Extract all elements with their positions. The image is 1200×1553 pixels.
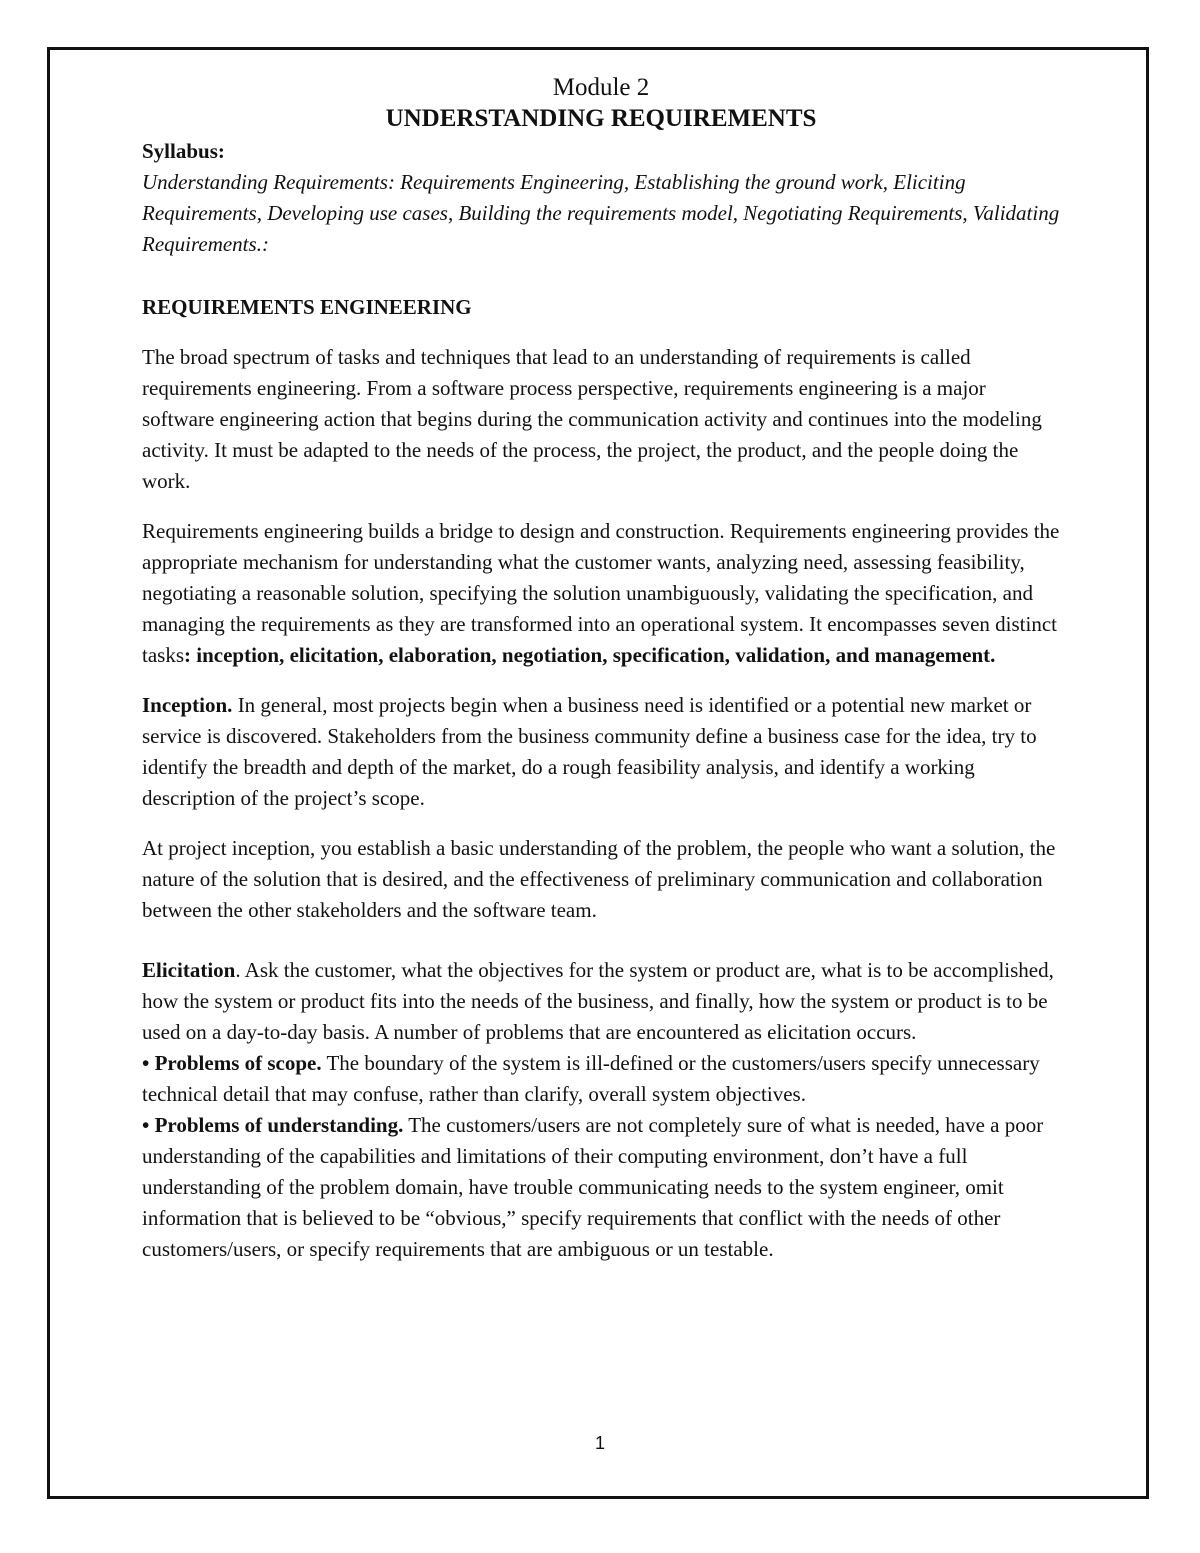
bullet-scope-label: • Problems of scope. [142,1051,322,1075]
seven-tasks-list: : inception, elicitation, elaboration, negotiation, specification, validation, and management. [184,643,996,667]
paragraph-bridge [142,516,1060,671]
page-title: UNDERSTANDING REQUIREMENTS [385,105,817,132]
bullet-problems-of-scope [142,1048,1060,1110]
bullet-understanding-text: The customers/users are not completely sure of what is needed, have a poor understanding of the capabilities and limitations of their computing environment, don’t have a full understanding of the problem domain, have trouble communicating needs to the system engineer, omit information that is believed to be “obvious,” specify requirements that conflict with the needs of other customers/users, or specify requirements that are ambiguous or un testable. [142,1113,1044,1261]
syllabus-label: Syllabus: [142,139,225,163]
elicitation-label: Elicitation [142,958,236,982]
document-body [142,72,1060,1265]
paragraph-bridge-text: Requirements engineering builds a bridge to design and construction. Requirements engineering provides the appropriate mechanism for understanding what the customer wants, analyzing need, assessing feasibility, negotiating a reasonable solution, specifying the solution unambiguously, validating the specification, and managing the requirements as they are transformed into an operational system. It encompasses seven distinct tasks [142,519,1060,667]
paragraph-inception-detail: At project inception, you establish a basic understanding of the problem, the people who want a solution, the nature of the solution that is desired, and the effectiveness of preliminary communication and collaboration between the other stakeholders and the software team. [142,836,1056,922]
elicitation-text: . Ask the customer, what the objectives for the system or product are, what is to be accomplished, how the system or product fits into the needs of the business, and finally, how the system or product is to be used on a day-to-day basis. A number of problems that are encountered as elicitation occurs. [142,958,1054,1044]
section-heading: REQUIREMENTS ENGINEERING [142,295,472,319]
syllabus-text: Understanding Requirements: Requirements Engineering, Establishing the ground work, Eliciting Requirements, Developing use cases, Building the requirements model, Negotiating Requirements, Validating Requirements.: [142,170,1060,256]
bullet-scope-text: The boundary of the system is ill-defined or the customers/users specify unnecessary technical detail that may confuse, rather than clarify, overall system objectives. [142,1051,1040,1106]
paragraph-definition: The broad spectrum of tasks and techniques that lead to an understanding of requirements is called requirements engineering. From a software process perspective, requirements engineering is a major software engineering action that begins during the communication activity and continues into the modeling activity. It must be adapted to the needs of the process, the project, the product, and the people doing the work. [142,345,1042,493]
bullet-understanding-label: • Problems of understanding. [142,1113,404,1137]
inception-label: Inception. [142,693,233,717]
paragraph-elicitation [142,955,1060,1048]
paragraph-inception [142,690,1060,814]
inception-text: In general, most projects begin when a business need is identified or a potential new market or service is discovered. Stakeholders from the business community define a business case for the idea, try to identify the breadth and depth of the market, do a rough feasibility analysis, and identify a working description of the project’s scope. [142,693,1037,810]
module-title: Module 2 [552,74,650,101]
page-number: 1 [594,1433,605,1453]
bullet-problems-of-understanding [142,1110,1060,1265]
